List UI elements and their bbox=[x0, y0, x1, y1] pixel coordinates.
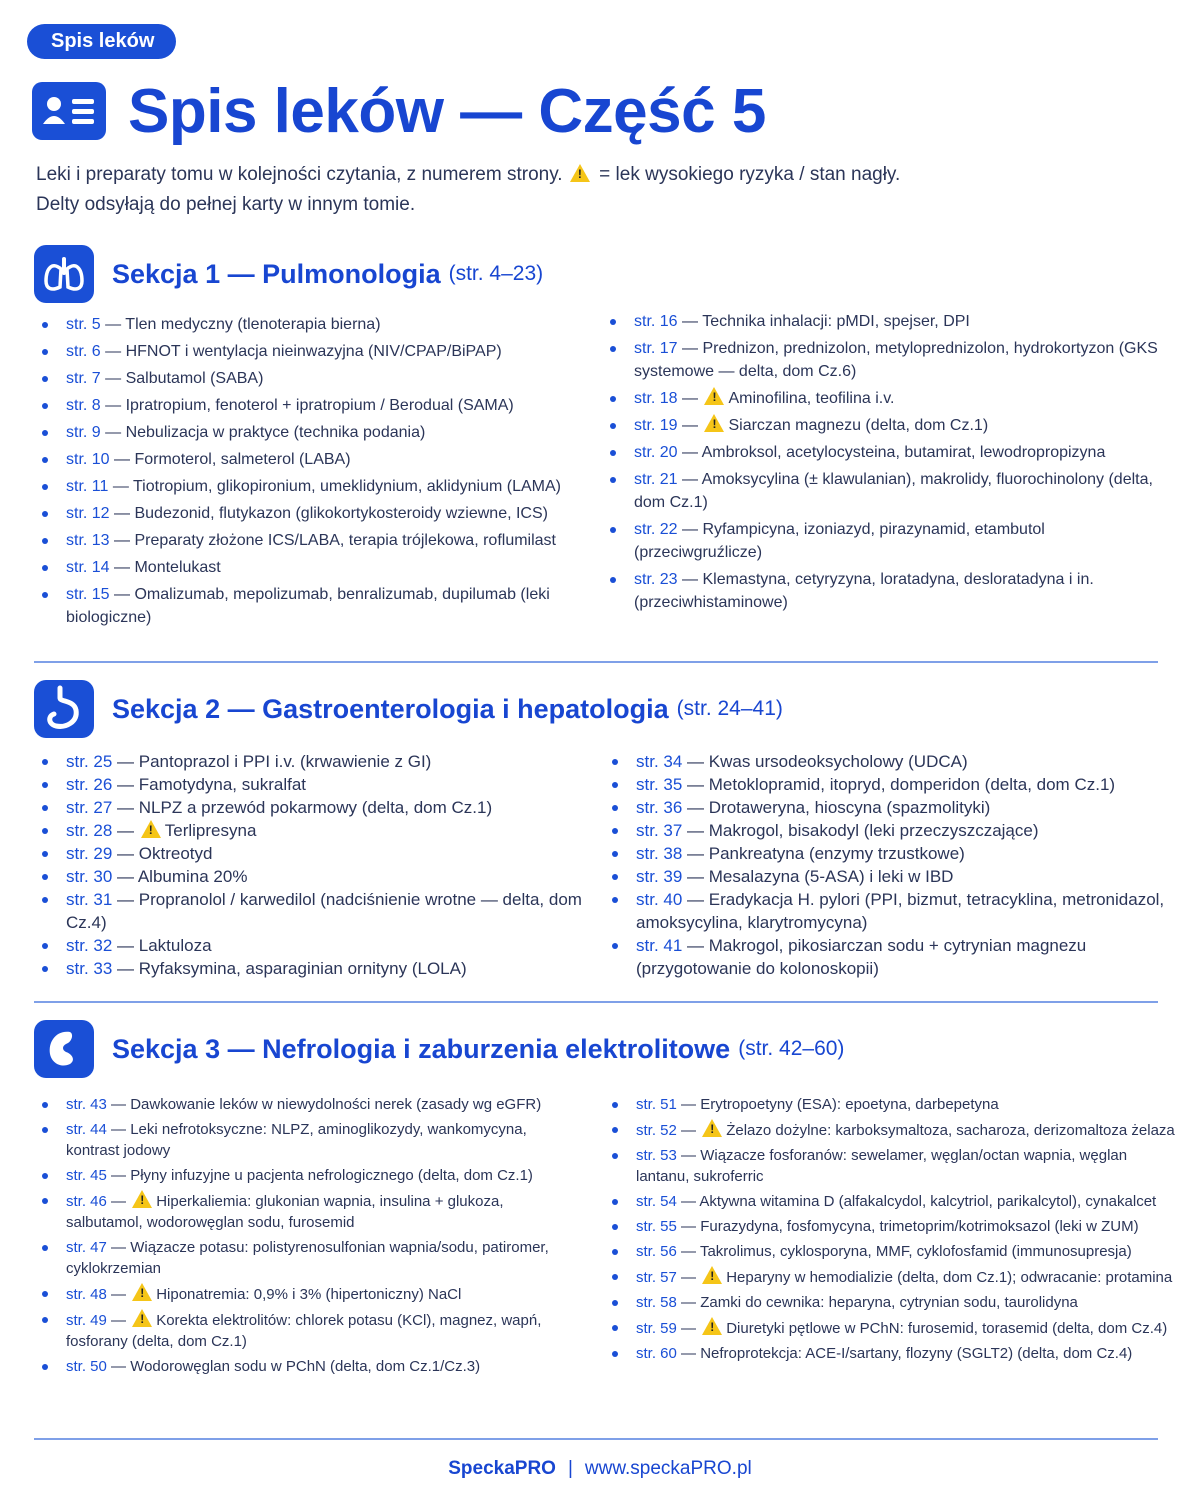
page-number: str. 46 bbox=[66, 1193, 107, 1210]
footer-url[interactable]: www.speckaPRO.pl bbox=[584, 1458, 752, 1479]
drug-name: Hiperkaliemia: glukonian wapnia, insulina + glukoza, salbutamol, wodorowęglan sodu, furosemid bbox=[66, 1193, 504, 1231]
list-item: str. 44 — Leki nefrotoksyczne: NLPZ, aminoglikozydy, wankomycyna, kontrast jodowy bbox=[36, 1119, 581, 1161]
drug-name: Hiponatremia: 0,9% i 3% (hipertoniczny) NaCl bbox=[156, 1286, 462, 1303]
section-3-header bbox=[34, 1020, 844, 1078]
section-3-list-right bbox=[606, 1094, 1176, 1368]
drug-name: Montelukast bbox=[134, 559, 221, 576]
drug-name: Mesalazyna (5-ASA) i leki w IBD bbox=[708, 867, 954, 886]
drug-name: Tiotropium, glikopironium, umeklidynium, aklidynium (LAMA) bbox=[133, 478, 561, 495]
list-item: str. 30 — Albumina 20% bbox=[36, 865, 596, 888]
section-2-list-left bbox=[36, 750, 596, 980]
list-item: str. 7 — Salbutamol (SABA) bbox=[36, 367, 596, 390]
page-number: str. 23 bbox=[634, 571, 678, 588]
list-item: str. 12 — Budezonid, flutykazon (glikokortykosteroidy wziewne, ICS) bbox=[36, 502, 596, 525]
list-item: str. 54 — Aktywna witamina D (alfakalcydol, kalcytriol, parikalcytol), cynakalcet bbox=[606, 1191, 1176, 1212]
drug-name: Furazydyna, fosfomycyna, trimetoprim/kotrimoksazol (leki w ZUM) bbox=[700, 1218, 1139, 1235]
list-item: str. 49 — !Korekta elektrolitów: chlorek potasu (KCl), magnez, wapń, fosforany (delta, dom Cz.1) bbox=[36, 1309, 581, 1352]
page-number: str. 55 bbox=[636, 1218, 677, 1235]
page-number: str. 5 bbox=[66, 316, 101, 333]
drug-name: Korekta elektrolitów: chlorek potasu (KCl), magnez, wapń, fosforany (delta, dom Cz.1) bbox=[66, 1312, 542, 1350]
drug-name: Omalizumab, mepolizumab, benralizumab, dupilumab (leki biologiczne) bbox=[66, 586, 550, 626]
drug-name: Terlipresyna bbox=[164, 821, 257, 840]
page-number: str. 38 bbox=[636, 844, 683, 863]
drug-name: Nefroprotekcja: ACE-I/sartany, flozyny (SGLT2) (delta, dom Cz.4) bbox=[700, 1345, 1133, 1362]
drug-name: Oktreotyd bbox=[138, 844, 213, 863]
list-item: str. 13 — Preparaty złożone ICS/LABA, terapia trójlekowa, roflumilast bbox=[36, 529, 596, 552]
page-number: str. 30 bbox=[66, 867, 113, 886]
drug-name: Kwas ursodeoksycholowy (UDCA) bbox=[708, 752, 968, 771]
intro-text-part-2: = lek wysokiego ryzyka / stan nagły. Delty odsyłają do pełnej karty w innym tomie. bbox=[36, 164, 901, 215]
drug-name: Laktuloza bbox=[138, 936, 212, 955]
section-1-range: (str. 4–23) bbox=[448, 262, 544, 285]
page-number: str. 47 bbox=[66, 1239, 107, 1256]
page-number: str. 51 bbox=[636, 1096, 677, 1113]
page-number: str. 12 bbox=[66, 505, 110, 522]
drug-name: Amoksycylina (± klawulanian), makrolidy, fluorochinolony (delta, dom Cz.1) bbox=[634, 471, 1153, 511]
page-number: str. 22 bbox=[634, 521, 678, 538]
list-item: str. 26 — Famotydyna, sukralfat bbox=[36, 773, 596, 796]
drug-name: Technika inhalacji: pMDI, spejser, DPI bbox=[702, 313, 970, 330]
list-item: str. 56 — Takrolimus, cyklosporyna, MMF, cyklofosfamid (immunosupresja) bbox=[606, 1241, 1176, 1262]
drug-name: Propranolol / karwedilol (nadciśnienie wrotne — delta, dom Cz.4) bbox=[66, 890, 582, 932]
list-item: str. 55 — Furazydyna, fosfomycyna, trimetoprim/kotrimoksazol (leki w ZUM) bbox=[606, 1216, 1176, 1237]
page-number: str. 7 bbox=[66, 370, 101, 387]
drug-name: Makrogol, pikosiarczan sodu + cytrynian magnezu (przygotowanie do kolonoskopii) bbox=[636, 936, 1087, 978]
drug-name: Takrolimus, cyklosporyna, MMF, cyklofosfamid (immunosupresja) bbox=[699, 1243, 1132, 1260]
warning-icon bbox=[141, 820, 161, 838]
page-number: str. 16 bbox=[634, 313, 678, 330]
list-item: str. 60 — Nefroprotekcja: ACE-I/sartany, flozyny (SGLT2) (delta, dom Cz.4) bbox=[606, 1343, 1176, 1364]
list-item: str. 57 — !Heparyny w hemodializie (delta, dom Cz.1); odwracanie: protamina bbox=[606, 1266, 1176, 1288]
list-item: str. 53 — Wiązacze fosforanów: sewelamer, węglan/octan wapnia, węglan lantanu, sukroferric bbox=[606, 1145, 1176, 1187]
section-2-range: (str. 24–41) bbox=[676, 697, 783, 720]
list-item: str. 32 — Laktuloza bbox=[36, 934, 596, 957]
list-item: str. 16 — Technika inhalacji: pMDI, spejser, DPI bbox=[604, 310, 1164, 333]
warning-icon bbox=[132, 1283, 152, 1301]
list-item: str. 37 — Makrogol, bisakodyl (leki przeczyszczające) bbox=[606, 819, 1166, 842]
page-number: str. 36 bbox=[636, 798, 683, 817]
page-number: str. 40 bbox=[636, 890, 683, 909]
page-number: str. 13 bbox=[66, 532, 110, 549]
list-item: str. 47 — Wiązacze potasu: polistyrenosulfonian wapnia/sodu, patiromer, cyklokrzemian bbox=[36, 1237, 581, 1279]
list-item: str. 17 — Prednizon, prednizolon, metyloprednizolon, hydrokortyzon (GKS systemowe — delta, dom Cz.6) bbox=[604, 337, 1164, 383]
list-item: str. 27 — NLPZ a przewód pokarmowy (delta, dom Cz.1) bbox=[36, 796, 596, 819]
list-item: str. 58 — Zamki do cewnika: heparyna, cytrynian sodu, taurolidyna bbox=[606, 1292, 1176, 1313]
list-item: str. 25 — Pantoprazol i PPI i.v. (krwawienie z GI) bbox=[36, 750, 596, 773]
page-number: str. 54 bbox=[636, 1193, 677, 1210]
page-number: str. 17 bbox=[634, 340, 678, 357]
drug-name: Eradykacja H. pylori (PPI, bizmut, tetracyklina, metronidazol, amoksycylina, klarytromycyna) bbox=[636, 890, 1165, 932]
page-number: str. 6 bbox=[66, 343, 101, 360]
list-item: str. 45 — Płyny infuzyjne u pacjenta nefrologicznego (delta, dom Cz.1) bbox=[36, 1165, 581, 1186]
page-title: Spis leków — Część 5 bbox=[128, 76, 766, 146]
drug-name: Wiązacze fosforanów: sewelamer, węglan/octan wapnia, węglan lantanu, sukroferric bbox=[636, 1147, 1128, 1185]
section-divider bbox=[34, 1001, 1158, 1003]
section-1-title: Sekcja 1 — Pulmonologia bbox=[112, 258, 441, 289]
page-number: str. 26 bbox=[66, 775, 113, 794]
page-number: str. 25 bbox=[66, 752, 113, 771]
drug-name: Zamki do cewnika: heparyna, cytrynian sodu, taurolidyna bbox=[700, 1294, 1078, 1311]
drug-name: Ambroksol, acetylocysteina, butamirat, lewodropropizyna bbox=[701, 444, 1106, 461]
page-header bbox=[32, 76, 766, 146]
page-number: str. 15 bbox=[66, 586, 110, 603]
warning-icon bbox=[704, 387, 724, 405]
page-number: str. 50 bbox=[66, 1358, 107, 1375]
drug-name: Drotaweryna, hioscyna (spazmolityki) bbox=[708, 798, 991, 817]
drug-name: Klemastyna, cetyryzyna, loratadyna, desloratadyna i in. (przeciwhistaminowe) bbox=[634, 571, 1094, 611]
page-number: str. 28 bbox=[66, 821, 113, 840]
list-item: str. 34 — Kwas ursodeoksycholowy (UDCA) bbox=[606, 750, 1166, 773]
section-1-list-left bbox=[36, 313, 596, 633]
warning-icon bbox=[704, 414, 724, 432]
list-item: str. 52 — !Żelazo dożylne: karboksymaltoza, sacharoza, derizomaltoza żelaza bbox=[606, 1119, 1176, 1141]
list-item: str. 10 — Formoterol, salmeterol (LABA) bbox=[36, 448, 596, 471]
drug-name: Aminofilina, teofilina i.v. bbox=[728, 390, 895, 407]
page-number: str. 41 bbox=[636, 936, 683, 955]
list-item: str. 9 — Nebulizacja w praktyce (technika podania) bbox=[36, 421, 596, 444]
list-item: str. 51 — Erytropoetyny (ESA): epoetyna, darbepetyna bbox=[606, 1094, 1176, 1115]
drug-name: Siarczan magnezu (delta, dom Cz.1) bbox=[728, 417, 989, 434]
intro-text bbox=[36, 160, 906, 220]
list-item: str. 46 — !Hiperkaliemia: glukonian wapnia, insulina + glukoza, salbutamol, wodorowęglan sodu, furosemid bbox=[36, 1190, 581, 1233]
warning-icon bbox=[702, 1266, 722, 1284]
drug-name: Pantoprazol i PPI i.v. (krwawienie z GI) bbox=[138, 752, 432, 771]
list-item: str. 5 — Tlen medyczny (tlenoterapia bierna) bbox=[36, 313, 596, 336]
list-item: str. 35 — Metoklopramid, itopryd, domperidon (delta, dom Cz.1) bbox=[606, 773, 1166, 796]
list-item: str. 59 — !Diuretyki pętlowe w PChN: furosemid, torasemid (delta, dom Cz.4) bbox=[606, 1317, 1176, 1339]
list-item: str. 36 — Drotaweryna, hioscyna (spazmolityki) bbox=[606, 796, 1166, 819]
list-item: str. 18 — !Aminofilina, teofilina i.v. bbox=[604, 387, 1164, 410]
stomach-icon bbox=[34, 680, 94, 738]
list-item: str. 6 — HFNOT i wentylacja nieinwazyjna (NIV/CPAP/BiPAP) bbox=[36, 340, 596, 363]
drug-name: Makrogol, bisakodyl (leki przeczyszczające) bbox=[708, 821, 1039, 840]
section-2-title: Sekcja 2 — Gastroenterologia i hepatologia bbox=[112, 693, 669, 724]
page-number: str. 58 bbox=[636, 1294, 677, 1311]
kidney-icon bbox=[34, 1020, 94, 1078]
warning-icon bbox=[702, 1317, 722, 1335]
list-item: str. 20 — Ambroksol, acetylocysteina, butamirat, lewodropropizyna bbox=[604, 441, 1164, 464]
section-3-list-left bbox=[36, 1094, 581, 1381]
list-item: str. 41 — Makrogol, pikosiarczan sodu + cytrynian magnezu (przygotowanie do kolonoskopii) bbox=[606, 934, 1166, 980]
drug-name: Erytropoetyny (ESA): epoetyna, darbepetyna bbox=[700, 1096, 999, 1113]
list-item: str. 8 — Ipratropium, fenoterol + ipratropium / Berodual (SAMA) bbox=[36, 394, 596, 417]
page-number: str. 60 bbox=[636, 1345, 677, 1362]
id-card-icon bbox=[32, 82, 106, 140]
drug-name: Albumina 20% bbox=[137, 867, 248, 886]
warning-icon bbox=[702, 1119, 722, 1137]
drug-name: Tlen medyczny (tlenoterapia bierna) bbox=[125, 316, 381, 333]
section-1-header bbox=[34, 245, 543, 303]
page-number: str. 39 bbox=[636, 867, 683, 886]
list-item: str. 31 — Propranolol / karwedilol (nadciśnienie wrotne — delta, dom Cz.4) bbox=[36, 888, 596, 934]
intro-text-part-1: Leki i preparaty tomu w kolejności czytania, z numerem strony. bbox=[36, 164, 563, 185]
page-number: str. 34 bbox=[636, 752, 683, 771]
drug-name: Pankreatyna (enzymy trzustkowe) bbox=[708, 844, 965, 863]
drug-name: Ipratropium, fenoterol + ipratropium / Berodual (SAMA) bbox=[125, 397, 514, 414]
page-number: str. 48 bbox=[66, 1286, 107, 1303]
drug-name: Preparaty złożone ICS/LABA, terapia trójlekowa, roflumilast bbox=[134, 532, 556, 549]
list-item: str. 22 — Ryfampicyna, izoniazyd, pirazynamid, etambutol (przeciwgruźlicze) bbox=[604, 518, 1164, 564]
page-number: str. 53 bbox=[636, 1147, 677, 1164]
drug-name: Metoklopramid, itopryd, domperidon (delta, dom Cz.1) bbox=[708, 775, 1116, 794]
lungs-icon bbox=[34, 245, 94, 303]
section-1-list-right bbox=[604, 310, 1164, 618]
drug-name: NLPZ a przewód pokarmowy (delta, dom Cz.1) bbox=[138, 798, 493, 817]
section-2-list-right bbox=[606, 750, 1166, 980]
list-item: str. 14 — Montelukast bbox=[36, 556, 596, 579]
warning-icon bbox=[132, 1190, 152, 1208]
page-number: str. 27 bbox=[66, 798, 113, 817]
page-number: str. 10 bbox=[66, 451, 110, 468]
page-number: str. 56 bbox=[636, 1243, 677, 1260]
list-item: str. 39 — Mesalazyna (5-ASA) i leki w IBD bbox=[606, 865, 1166, 888]
list-item: str. 21 — Amoksycylina (± klawulanian), makrolidy, fluorochinolony (delta, dom Cz.1) bbox=[604, 468, 1164, 514]
list-item: str. 38 — Pankreatyna (enzymy trzustkowe) bbox=[606, 842, 1166, 865]
page-number: str. 18 bbox=[634, 390, 678, 407]
page-number: str. 33 bbox=[66, 959, 113, 978]
drug-name: Żelazo dożylne: karboksymaltoza, sacharoza, derizomaltoza żelaza bbox=[726, 1122, 1175, 1139]
section-2-header bbox=[34, 680, 783, 738]
page-number: str. 44 bbox=[66, 1121, 107, 1138]
list-item: str. 50 — Wodorowęglan sodu w PChN (delta, dom Cz.1/Cz.3) bbox=[36, 1356, 581, 1377]
section-3-title: Sekcja 3 — Nefrologia i zaburzenia elektrolitowe bbox=[112, 1033, 731, 1064]
page-number: str. 19 bbox=[634, 417, 678, 434]
page-number: str. 14 bbox=[66, 559, 110, 576]
page-number: str. 11 bbox=[66, 478, 109, 495]
list-item: str. 19 — !Siarczan magnezu (delta, dom Cz.1) bbox=[604, 414, 1164, 437]
drug-name: Famotydyna, sukralfat bbox=[138, 775, 307, 794]
drug-name: Ryfaksymina, asparaginian ornityny (LOLA) bbox=[138, 959, 467, 978]
page-number: str. 21 bbox=[634, 471, 678, 488]
footer-brand: SpeckaPRO bbox=[448, 1458, 556, 1479]
drug-name: Formoterol, salmeterol (LABA) bbox=[134, 451, 351, 468]
page-number: str. 59 bbox=[636, 1320, 677, 1337]
drug-name: Dawkowanie leków w niewydolności nerek (zasady wg eGFR) bbox=[130, 1096, 542, 1113]
drug-name: Płyny infuzyjne u pacjenta nefrologicznego (delta, dom Cz.1) bbox=[130, 1167, 533, 1184]
list-item: str. 43 — Dawkowanie leków w niewydolności nerek (zasady wg eGFR) bbox=[36, 1094, 581, 1115]
page-number: str. 57 bbox=[636, 1269, 677, 1286]
section-divider bbox=[34, 1438, 1158, 1440]
footer bbox=[0, 1458, 1200, 1480]
list-item: str. 29 — Oktreotyd bbox=[36, 842, 596, 865]
list-item: str. 40 — Eradykacja H. pylori (PPI, bizmut, tetracyklina, metronidazol, amoksycylina, klarytromycyna) bbox=[606, 888, 1166, 934]
page-number: str. 31 bbox=[66, 890, 113, 909]
page-number: str. 20 bbox=[634, 444, 678, 461]
page-number: str. 37 bbox=[636, 821, 683, 840]
page-number: str. 9 bbox=[66, 424, 101, 441]
category-badge: Spis leków bbox=[27, 24, 176, 59]
drug-name: Wodorowęglan sodu w PChN (delta, dom Cz.1/Cz.3) bbox=[130, 1358, 481, 1375]
list-item: str. 33 — Ryfaksymina, asparaginian ornityny (LOLA) bbox=[36, 957, 596, 980]
list-item: str. 15 — Omalizumab, mepolizumab, benralizumab, dupilumab (leki biologiczne) bbox=[36, 583, 596, 629]
drug-name: Prednizon, prednizolon, metyloprednizolon, hydrokortyzon (GKS systemowe — delta, dom Cz.6) bbox=[634, 340, 1158, 380]
drug-name: Wiązacze potasu: polistyrenosulfonian wapnia/sodu, patiromer, cyklokrzemian bbox=[66, 1239, 549, 1277]
section-3-range: (str. 42–60) bbox=[738, 1037, 845, 1060]
drug-name: HFNOT i wentylacja nieinwazyjna (NIV/CPAP/BiPAP) bbox=[125, 343, 502, 360]
section-divider bbox=[34, 661, 1158, 663]
list-item: str. 48 — !Hiponatremia: 0,9% i 3% (hipertoniczny) NaCl bbox=[36, 1283, 581, 1305]
drug-name: Aktywna witamina D (alfakalcydol, kalcytriol, parikalcytol), cynakalcet bbox=[699, 1193, 1157, 1210]
drug-name: Leki nefrotoksyczne: NLPZ, aminoglikozydy, wankomycyna, kontrast jodowy bbox=[66, 1121, 527, 1159]
warning-icon bbox=[570, 164, 590, 182]
drug-name: Diuretyki pętlowe w PChN: furosemid, torasemid (delta, dom Cz.4) bbox=[726, 1320, 1168, 1337]
drug-name: Nebulizacja w praktyce (technika podania) bbox=[125, 424, 426, 441]
page-number: str. 52 bbox=[636, 1122, 677, 1139]
page-number: str. 35 bbox=[636, 775, 683, 794]
list-item: str. 23 — Klemastyna, cetyryzyna, loratadyna, desloratadyna i in. (przeciwhistaminowe) bbox=[604, 568, 1164, 614]
page-number: str. 29 bbox=[66, 844, 113, 863]
page-number: str. 32 bbox=[66, 936, 113, 955]
drug-name: Salbutamol (SABA) bbox=[125, 370, 264, 387]
page-number: str. 45 bbox=[66, 1167, 107, 1184]
drug-name: Budezonid, flutykazon (glikokortykosteroidy wziewne, ICS) bbox=[134, 505, 548, 522]
page-number: str. 8 bbox=[66, 397, 101, 414]
footer-separator: | bbox=[567, 1458, 573, 1479]
page-number: str. 49 bbox=[66, 1312, 107, 1329]
drug-name: Heparyny w hemodializie (delta, dom Cz.1); odwracanie: protamina bbox=[726, 1269, 1173, 1286]
list-item: str. 28 — !Terlipresyna bbox=[36, 819, 596, 842]
drug-name: Ryfampicyna, izoniazyd, pirazynamid, etambutol (przeciwgruźlicze) bbox=[634, 521, 1045, 561]
warning-icon bbox=[132, 1309, 152, 1327]
page-number: str. 43 bbox=[66, 1096, 107, 1113]
list-item: str. 11 — Tiotropium, glikopironium, umeklidynium, aklidynium (LAMA) bbox=[36, 475, 596, 498]
